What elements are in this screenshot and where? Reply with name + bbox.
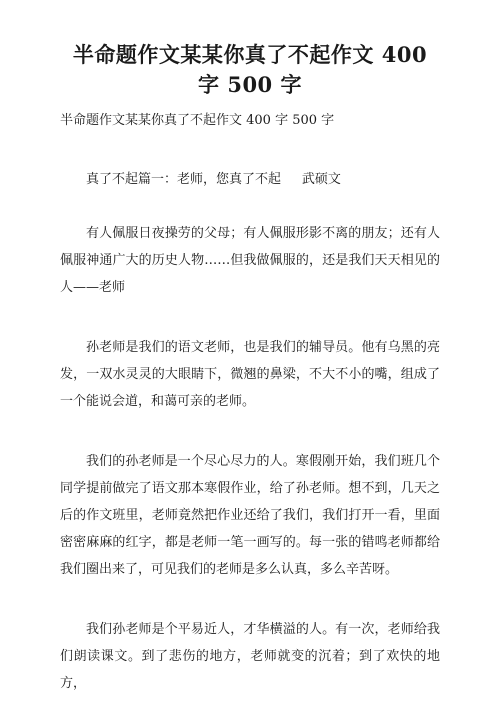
document-title: 半命题作文某某你真了不起作文 400 字 500 字 <box>72 42 428 97</box>
paragraph-1: 有人佩服日夜操劳的父母；有人佩服形影不离的朋友；还有人佩服神通广大的历史人物……但我做佩服的，还是我们天天相见的人——老师 <box>60 226 440 295</box>
essay-heading: 真了不起篇一：老师，您真了不起 <box>86 172 282 187</box>
essay-byline <box>60 170 440 190</box>
paragraph-3: 我们的孙老师是一个尽心尽力的人。寒假刚开始，我们班几个同学提前做完了语文那本寒假作业，给了孙老师。想不到，几天之后的作文班里，老师竟然把作业还给了我们，我们打开一看，里面密密麻麻的红字，都是老师一笔一画写的。每一张的错鸣老师都给我们圈出来了，可见我们的老师是多么认真，多么辛苦呀。 <box>60 454 440 577</box>
paragraph-4: 我们孙老师是个平易近人，才华横溢的人。有一次，老师给我们朗读课文。到了悲伤的地方，老师就变的沉着；到了欢快的地方， <box>60 622 440 691</box>
paragraph-2: 孙老师是我们的语文老师，也是我们的辅导员。他有乌黑的亮发，一双水灵灵的大眼睛下，微翘的鼻梁，不大不小的嘴，组成了一个能说会道，和蔼可亲的老师。 <box>60 340 440 409</box>
document-subtitle: 半命题作文某某你真了不起作文 400 字 500 字 <box>60 113 335 128</box>
essay-author: 武硕文 <box>301 172 341 187</box>
